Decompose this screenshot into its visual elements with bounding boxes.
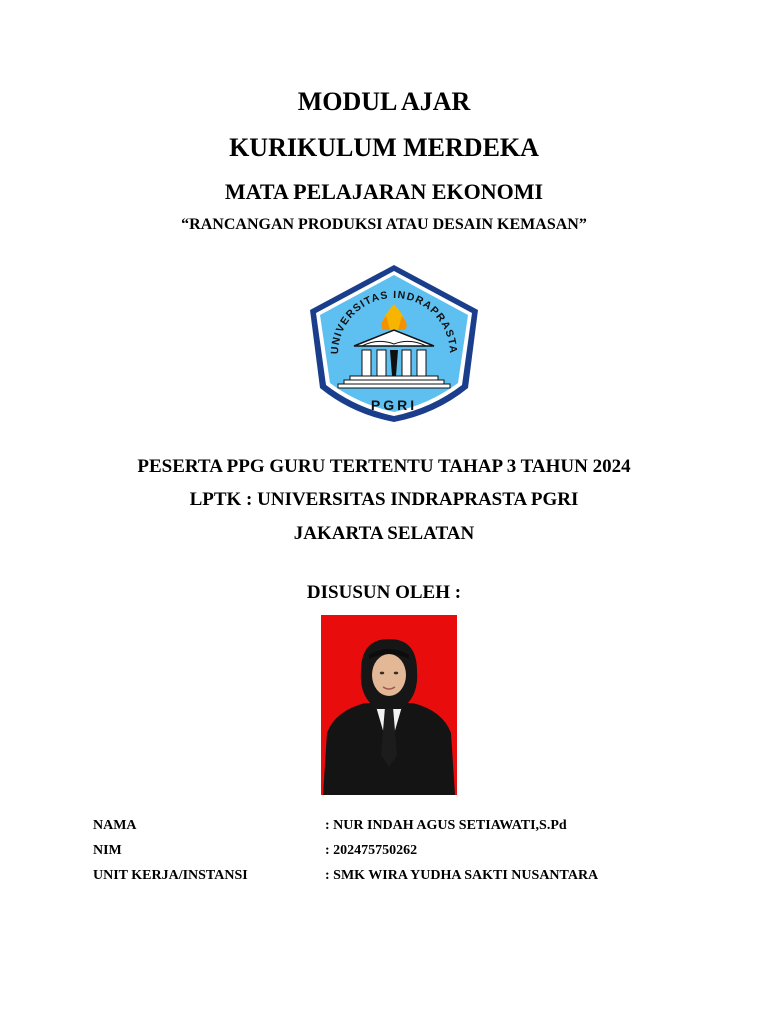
logo-pillar [402,350,411,376]
subject-title: MATA PELAJARAN EKONOMI [224,179,544,204]
logo-step [350,376,438,380]
identity-label: NAMA [93,818,137,833]
logo-step [338,384,450,388]
logo-pgri-text: PGRI [370,397,418,413]
university-logo [306,262,482,426]
program-line: PESERTA PPG GURU TERTENTU TAHAP 3 TAHUN 2024 [137,456,631,477]
logo-ring-text: UNIVERSITAS INDRAPRASTA [328,288,460,355]
author-portrait [321,615,457,795]
module-title: MODUL AJAR [297,87,471,116]
identity-value: : NUR INDAH AGUS SETIAWATI,S.Pd [325,818,567,833]
identity-value: : SMK WIRA YUDHA SAKTI NUSANTARA [325,868,599,883]
logo-pillar [362,350,371,376]
city-line: JAKARTA SELATAN [293,523,475,544]
identity-label: UNIT KERJA/INSTANSI [93,868,248,883]
logo-pillar [417,350,426,376]
identity-label: NIM [93,843,122,858]
logo-pillar [377,350,386,376]
author-photo [321,615,457,795]
lptk-line: LPTK : UNIVERSITAS INDRAPRASTA PGRI [189,489,579,510]
university-logo-emblem [306,262,482,426]
curriculum-title: KURIKULUM MERDEKA [229,133,539,162]
logo-step [344,380,444,384]
prepared-by-heading: DISUSUN OLEH : [306,582,462,603]
identity-value: : 202475750262 [325,843,418,858]
topic-title: “RANCANGAN PRODUKSI ATAU DESAIN KEMASAN” [181,216,587,233]
